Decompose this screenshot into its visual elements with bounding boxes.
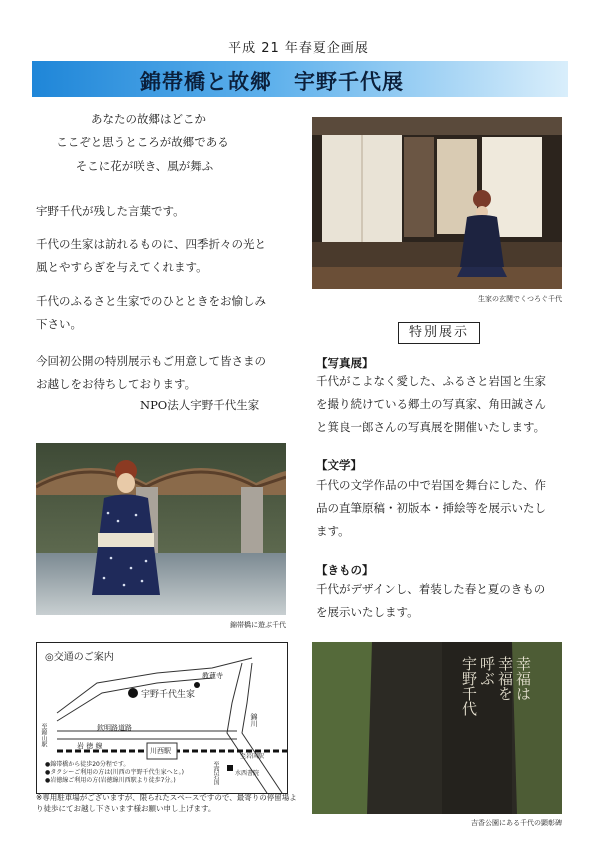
kintai-bridge-photo	[36, 443, 286, 615]
special-exhibition-heading: 特別展示	[398, 322, 480, 344]
map-title: ◎交通のご案内	[45, 652, 114, 663]
access-map	[36, 642, 288, 794]
map-label-house: 宇野千代生家	[141, 690, 196, 700]
map-label-road: 欽明路道路	[97, 724, 132, 732]
map-label-line: 岩 徳 線	[77, 742, 103, 750]
map-label-river: 錦川	[250, 713, 258, 727]
map-label-iwakuni: 至岩国駅	[240, 753, 265, 760]
monument-photo-caption: 吉香公園にある千代の顕彰碑	[471, 819, 562, 827]
photo-section-title: 【写真展】	[316, 356, 374, 370]
literature-section-body: 千代の文学作品の中で岩国を舞台にした、作 品の直筆原稿・初版本・挿絵等を展示いたし ます。	[316, 478, 546, 538]
poem-line-2: ここぞと思うところが故郷である	[56, 135, 229, 149]
poem-line-1: あなたの故郷はどこか	[91, 112, 206, 126]
house-entrance-photo	[312, 117, 562, 289]
map-legend: ●錦帯橋から徒歩20分程です。 ●タクシーご利用の方は(川西の宇野千代生家へと。) ●岩徳線ご利用の方(岩徳線川西駅より徒歩7分。)	[45, 761, 184, 784]
map-label-shop: 水西書院	[235, 770, 260, 777]
intro-paragraph-1: 宇野千代が残した言葉です。	[36, 204, 185, 218]
bridge-photo-caption: 錦帯橋に遊ぶ千代	[230, 621, 286, 629]
intro-paragraph-3: 千代のふるさと生家でのひとときをお愉しみ 下さい。	[36, 294, 266, 331]
house-photo-caption: 生家の玄関でくつろぐ千代	[478, 295, 562, 303]
photo-section-body: 千代がこよなく愛した、ふるさと岩国と生家 を撮り続けている郷土の写真家、角田誠さん と箕良一郎さんの写真展を開催いたします。	[316, 374, 546, 434]
map-label-temple: 教蓮寺	[202, 672, 223, 680]
map-label-station: 川西駅	[150, 747, 171, 755]
intro-paragraph-4: 今回初公開の特別展示もご用意して皆さまの お越しをお待ちしております。	[36, 354, 266, 391]
monument-inscription: 幸福は 幸福を 呼ぶ 宇野千代	[460, 656, 532, 716]
signature: NPO法人宇野千代生家	[140, 398, 260, 412]
title-banner	[32, 61, 568, 97]
kimono-section-body: 千代がデザインし、着装した春と夏のきもの を展示いたします。	[316, 582, 546, 619]
exhibition-subtitle: 平成 21 年春夏企画展	[228, 41, 369, 56]
literature-section-title: 【文学】	[316, 458, 362, 472]
poem-line-3: そこに花が咲き、風が舞ふ	[75, 159, 214, 173]
exhibition-title: 錦帯橋と故郷 宇野千代展	[140, 69, 404, 94]
kimono-section-title: 【きもの】	[316, 563, 374, 577]
monument-photo	[312, 642, 562, 814]
intro-paragraph-2: 千代の生家は訪れるものに、四季折々の光と 風とやすらぎを与えてくれます。	[36, 237, 266, 274]
parking-footnote: ※専用駐車場がございますが、限られたスペースですので、最寄りの停留場より徒歩にてお越し下さいます様お願い申し上げます。	[36, 793, 297, 813]
map-label-nishi: 至錦山駅	[40, 723, 47, 747]
map-label-west: 至西岩国	[212, 761, 219, 785]
